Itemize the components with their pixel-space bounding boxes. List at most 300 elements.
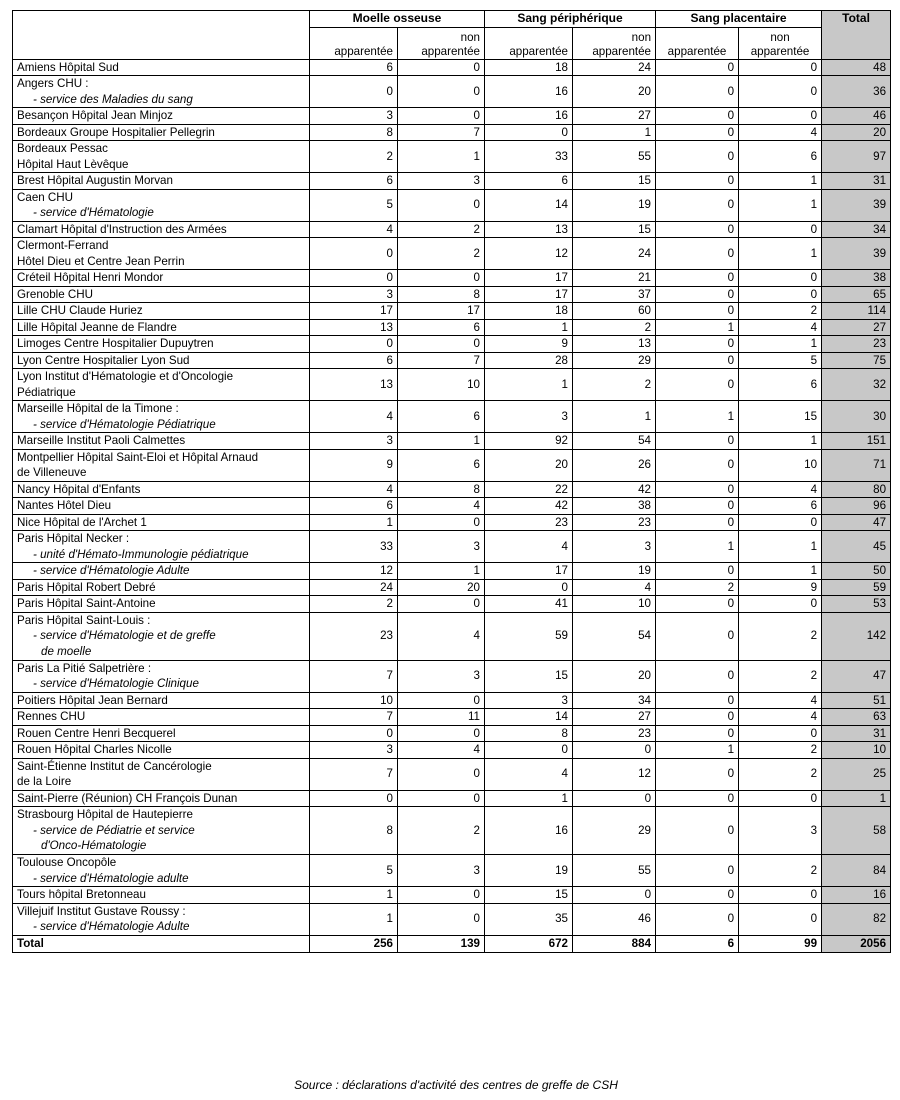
center-name-cell <box>13 709 310 726</box>
row-total-cell: 47 <box>822 514 891 531</box>
value-cell: 2 <box>739 758 822 790</box>
value-cell: 4 <box>310 221 398 238</box>
total-value: 6 <box>656 935 739 952</box>
value-cell: 0 <box>656 189 739 221</box>
center-label: Tours hôpital Bretonneau <box>17 888 146 901</box>
value-cell: 29 <box>573 807 656 855</box>
value-cell: 0 <box>656 449 739 481</box>
value-cell: 0 <box>656 807 739 855</box>
value-cell: 17 <box>398 303 485 320</box>
table-row <box>13 270 891 287</box>
row-total-cell: 75 <box>822 352 891 369</box>
row-total-cell: 51 <box>822 692 891 709</box>
value-cell: 92 <box>485 433 573 450</box>
row-total-cell: 1 <box>822 790 891 807</box>
value-cell: 0 <box>485 579 573 596</box>
row-total-cell: 53 <box>822 596 891 613</box>
value-cell: 3 <box>310 108 398 125</box>
center-label: Brest Hôpital Augustin Morvan <box>17 174 173 187</box>
center-label: de moelle <box>41 644 92 658</box>
table-row <box>13 596 891 613</box>
value-cell: 1 <box>398 433 485 450</box>
value-cell: 6 <box>310 59 398 76</box>
total-row <box>13 935 891 952</box>
center-name-cell <box>13 660 310 692</box>
center-name-cell <box>13 319 310 336</box>
table-row <box>13 807 891 855</box>
center-label: Bordeaux Groupe Hospitalier Pellegrin <box>17 125 215 139</box>
center-label: Saint-Étienne Institut de Cancérologie <box>17 759 212 773</box>
value-cell: 0 <box>656 903 739 935</box>
center-label: d'Onco-Hématologie <box>41 839 147 853</box>
center-label: Créteil Hôpital Henri Mondor <box>17 271 164 284</box>
value-cell: 46 <box>573 903 656 935</box>
value-cell: 10 <box>310 692 398 709</box>
value-cell: 2 <box>656 579 739 596</box>
value-cell: 6 <box>310 173 398 190</box>
center-name-cell <box>13 903 310 935</box>
value-cell: 1 <box>310 887 398 904</box>
source-note: Source : déclarations d'activité des centres de greffe de CSH <box>294 1078 618 1092</box>
value-cell: 11 <box>398 709 485 726</box>
row-total-cell: 80 <box>822 481 891 498</box>
value-cell: 0 <box>656 59 739 76</box>
header-group-row <box>13 11 891 28</box>
value-cell: 54 <box>573 612 656 660</box>
value-cell: 0 <box>398 725 485 742</box>
row-total-cell: 27 <box>822 319 891 336</box>
value-cell: 0 <box>739 514 822 531</box>
row-total-cell: 59 <box>822 579 891 596</box>
value-cell: 0 <box>656 692 739 709</box>
value-cell: 19 <box>573 189 656 221</box>
value-cell: 33 <box>485 141 573 173</box>
value-cell: 8 <box>398 286 485 303</box>
value-cell: 18 <box>485 59 573 76</box>
row-total-cell: 39 <box>822 238 891 270</box>
center-name-cell <box>13 108 310 125</box>
value-cell: 0 <box>656 612 739 660</box>
value-cell: 14 <box>485 709 573 726</box>
row-total-cell: 32 <box>822 369 891 401</box>
center-name-cell <box>13 563 310 580</box>
table-row <box>13 660 891 692</box>
value-cell: 0 <box>656 887 739 904</box>
value-cell: 35 <box>485 903 573 935</box>
value-cell: 0 <box>656 596 739 613</box>
value-cell: 60 <box>573 303 656 320</box>
table-row <box>13 319 891 336</box>
center-label: Caen CHU <box>17 190 74 204</box>
center-name-cell <box>13 807 310 855</box>
center-label: Lille CHU Claude Huriez <box>17 304 143 317</box>
value-cell: 8 <box>310 124 398 141</box>
value-cell: 0 <box>656 286 739 303</box>
value-cell: 0 <box>739 286 822 303</box>
center-label: Marseille Hôpital de la Timone : <box>17 402 179 415</box>
value-cell: 1 <box>310 514 398 531</box>
value-cell: 0 <box>398 903 485 935</box>
center-name-cell <box>13 352 310 369</box>
value-cell: 1 <box>398 141 485 173</box>
center-label: Clermont-Ferrand <box>17 239 109 252</box>
value-cell: 0 <box>656 758 739 790</box>
value-cell: 17 <box>485 270 573 287</box>
table-body <box>13 59 891 935</box>
center-name-cell <box>13 286 310 303</box>
value-cell: 0 <box>656 369 739 401</box>
center-name-cell <box>13 433 310 450</box>
center-name-cell <box>13 76 310 108</box>
value-cell: 1 <box>310 903 398 935</box>
value-cell: 1 <box>739 336 822 353</box>
value-cell: 1 <box>656 319 739 336</box>
value-cell: 3 <box>310 433 398 450</box>
center-label: Lyon Centre Hospitalier Lyon Sud <box>17 353 190 367</box>
total-label: Total <box>13 935 310 952</box>
value-cell: 41 <box>485 596 573 613</box>
value-cell: 6 <box>485 173 573 190</box>
row-total-cell: 84 <box>822 855 891 887</box>
value-cell: 21 <box>573 270 656 287</box>
header-center-col <box>13 11 310 60</box>
value-cell: 2 <box>573 319 656 336</box>
value-cell: 1 <box>573 124 656 141</box>
value-cell: 55 <box>573 141 656 173</box>
value-cell: 0 <box>310 790 398 807</box>
value-cell: 0 <box>398 59 485 76</box>
center-label: Poitiers Hôpital Jean Bernard <box>17 693 168 707</box>
center-label: Nice Hôpital de l'Archet 1 <box>17 515 147 529</box>
value-cell: 54 <box>573 433 656 450</box>
center-name-cell <box>13 189 310 221</box>
table-row <box>13 286 891 303</box>
value-cell: 0 <box>656 238 739 270</box>
row-total-cell: 30 <box>822 401 891 433</box>
center-label: Pédiatrique <box>17 385 76 399</box>
value-cell: 0 <box>656 563 739 580</box>
header-sang-placentaire: Sang placentaire <box>656 11 822 28</box>
table-row <box>13 401 891 433</box>
value-cell: 4 <box>739 319 822 336</box>
value-cell: 3 <box>739 807 822 855</box>
value-cell: 0 <box>485 124 573 141</box>
center-label: Paris La Pitié Salpetrière : <box>17 661 152 675</box>
value-cell: 9 <box>310 449 398 481</box>
center-name-cell <box>13 336 310 353</box>
value-cell: 0 <box>739 108 822 125</box>
row-total-cell: 65 <box>822 286 891 303</box>
center-label: Paris Hôpital Robert Debré <box>17 580 156 594</box>
value-cell: 16 <box>485 76 573 108</box>
value-cell: 12 <box>573 758 656 790</box>
value-cell: 3 <box>310 286 398 303</box>
value-cell: 0 <box>656 352 739 369</box>
center-label: Lyon Institut d'Hématologie et d'Oncologie <box>17 370 234 383</box>
service-label: - service des Maladies du sang <box>33 92 193 106</box>
value-cell: 0 <box>656 481 739 498</box>
value-cell: 2 <box>310 141 398 173</box>
value-cell: 37 <box>573 286 656 303</box>
center-name-cell <box>13 481 310 498</box>
center-name-cell <box>13 790 310 807</box>
value-cell: 0 <box>656 108 739 125</box>
value-cell: 0 <box>656 221 739 238</box>
row-total-cell: 114 <box>822 303 891 320</box>
value-cell: 1 <box>573 401 656 433</box>
value-cell: 6 <box>398 401 485 433</box>
value-cell: 0 <box>310 725 398 742</box>
table-row <box>13 742 891 759</box>
value-cell: 16 <box>485 807 573 855</box>
service-label: - service d'Hématologie Clinique <box>33 677 199 690</box>
center-name-cell <box>13 579 310 596</box>
value-cell: 27 <box>573 709 656 726</box>
table-row <box>13 563 891 580</box>
value-cell: 3 <box>398 855 485 887</box>
center-name-cell <box>13 173 310 190</box>
value-cell: 55 <box>573 855 656 887</box>
row-total-cell: 97 <box>822 141 891 173</box>
table-row <box>13 59 891 76</box>
center-label: Angers CHU : <box>17 77 89 90</box>
value-cell: 0 <box>739 903 822 935</box>
value-cell: 4 <box>573 579 656 596</box>
value-cell: 0 <box>656 790 739 807</box>
value-cell: 0 <box>656 76 739 108</box>
value-cell: 0 <box>739 221 822 238</box>
row-total-cell: 96 <box>822 498 891 515</box>
row-total-cell: 16 <box>822 887 891 904</box>
value-cell: 1 <box>739 238 822 270</box>
value-cell: 1 <box>485 369 573 401</box>
value-cell: 0 <box>739 887 822 904</box>
table-row <box>13 498 891 515</box>
value-cell: 0 <box>310 238 398 270</box>
value-cell: 0 <box>739 725 822 742</box>
center-name-cell <box>13 221 310 238</box>
value-cell: 34 <box>573 692 656 709</box>
service-label: - service d'Hématologie <box>33 206 154 219</box>
center-label: Hôpital Haut Lèvêque <box>17 157 129 171</box>
value-cell: 7 <box>310 709 398 726</box>
total-value: 99 <box>739 935 822 952</box>
value-cell: 20 <box>573 660 656 692</box>
row-total-cell: 20 <box>822 124 891 141</box>
center-label: Strasbourg Hôpital de Hautepierre <box>17 808 193 822</box>
center-label: Montpellier Hôpital Saint-Eloi et Hôpital Arnaud <box>17 450 259 464</box>
value-cell: 6 <box>310 352 398 369</box>
value-cell: 0 <box>656 270 739 287</box>
value-cell: 7 <box>398 124 485 141</box>
row-total-cell: 50 <box>822 563 891 580</box>
value-cell: 0 <box>485 742 573 759</box>
center-name-cell <box>13 401 310 433</box>
center-name-cell <box>13 855 310 887</box>
center-label: Rennes CHU <box>17 710 86 723</box>
header-pl-non-apparentee: non apparentée <box>739 27 822 59</box>
value-cell: 0 <box>656 660 739 692</box>
header-pl-apparentee: apparentée <box>656 27 739 59</box>
value-cell: 8 <box>310 807 398 855</box>
table-row <box>13 579 891 596</box>
center-name-cell <box>13 596 310 613</box>
value-cell: 1 <box>739 563 822 580</box>
total-value: 672 <box>485 935 573 952</box>
center-label: de la Loire <box>17 775 72 788</box>
greffe-table <box>12 10 891 953</box>
value-cell: 0 <box>310 76 398 108</box>
value-cell: 7 <box>310 660 398 692</box>
value-cell: 9 <box>739 579 822 596</box>
value-cell: 0 <box>398 336 485 353</box>
center-label: Nantes Hôtel Dieu <box>17 499 112 512</box>
value-cell: 0 <box>398 758 485 790</box>
value-cell: 1 <box>656 401 739 433</box>
value-cell: 2 <box>739 660 822 692</box>
value-cell: 1 <box>739 173 822 190</box>
value-cell: 0 <box>656 173 739 190</box>
value-cell: 17 <box>485 286 573 303</box>
value-cell: 2 <box>739 855 822 887</box>
value-cell: 3 <box>485 401 573 433</box>
value-cell: 20 <box>398 579 485 596</box>
value-cell: 23 <box>573 725 656 742</box>
value-cell: 4 <box>310 401 398 433</box>
row-total-cell: 82 <box>822 903 891 935</box>
total-value: 884 <box>573 935 656 952</box>
table-row <box>13 790 891 807</box>
header-total: Total <box>822 11 891 60</box>
center-name-cell <box>13 270 310 287</box>
value-cell: 29 <box>573 352 656 369</box>
value-cell: 14 <box>485 189 573 221</box>
row-total-cell: 45 <box>822 531 891 563</box>
value-cell: 7 <box>310 758 398 790</box>
table-row <box>13 238 891 270</box>
value-cell: 1 <box>485 319 573 336</box>
header-sp-apparentee: apparentée <box>485 27 573 59</box>
value-cell: 3 <box>398 531 485 563</box>
value-cell: 22 <box>485 481 573 498</box>
value-cell: 20 <box>485 449 573 481</box>
value-cell: 4 <box>739 124 822 141</box>
value-cell: 0 <box>398 692 485 709</box>
header-moelle-osseuse: Moelle osseuse <box>310 11 485 28</box>
value-cell: 8 <box>398 481 485 498</box>
value-cell: 0 <box>739 270 822 287</box>
table-row <box>13 108 891 125</box>
center-name-cell <box>13 238 310 270</box>
value-cell: 33 <box>310 531 398 563</box>
header-mo-non-apparentee: non apparentée <box>398 27 485 59</box>
value-cell: 0 <box>398 76 485 108</box>
value-cell: 26 <box>573 449 656 481</box>
center-label: Amiens Hôpital Sud <box>17 60 119 74</box>
center-name-cell <box>13 692 310 709</box>
row-total-cell: 31 <box>822 173 891 190</box>
value-cell: 16 <box>485 108 573 125</box>
center-label: Rouen Hôpital Charles Nicolle <box>17 743 172 756</box>
value-cell: 23 <box>573 514 656 531</box>
center-label: Rouen Centre Henri Becquerel <box>17 726 176 740</box>
value-cell: 0 <box>656 433 739 450</box>
value-cell: 5 <box>310 855 398 887</box>
value-cell: 0 <box>398 514 485 531</box>
value-cell: 28 <box>485 352 573 369</box>
value-cell: 12 <box>485 238 573 270</box>
value-cell: 3 <box>398 660 485 692</box>
value-cell: 4 <box>485 758 573 790</box>
value-cell: 10 <box>739 449 822 481</box>
value-cell: 0 <box>573 742 656 759</box>
center-name-cell <box>13 742 310 759</box>
value-cell: 19 <box>573 563 656 580</box>
value-cell: 23 <box>485 514 573 531</box>
value-cell: 4 <box>739 481 822 498</box>
header-mo-apparentee: apparentée <box>310 27 398 59</box>
value-cell: 4 <box>485 531 573 563</box>
value-cell: 1 <box>656 531 739 563</box>
value-cell: 4 <box>398 498 485 515</box>
row-total-cell: 25 <box>822 758 891 790</box>
value-cell: 13 <box>310 369 398 401</box>
service-label: - service d'Hématologie Adulte <box>33 564 190 577</box>
value-cell: 17 <box>485 563 573 580</box>
value-cell: 6 <box>739 141 822 173</box>
service-label: - service d'Hématologie adulte <box>33 871 189 885</box>
value-cell: 2 <box>310 596 398 613</box>
table-row <box>13 449 891 481</box>
table-row <box>13 303 891 320</box>
center-name-cell <box>13 887 310 904</box>
center-name-cell <box>13 59 310 76</box>
table-row <box>13 903 891 935</box>
center-name-cell <box>13 124 310 141</box>
value-cell: 20 <box>573 76 656 108</box>
value-cell: 15 <box>485 887 573 904</box>
value-cell: 1 <box>739 189 822 221</box>
center-label: Paris Hôpital Saint-Louis : <box>17 613 151 627</box>
table-row <box>13 612 891 660</box>
value-cell: 6 <box>398 449 485 481</box>
value-cell: 2 <box>398 238 485 270</box>
service-label: - service d'Hématologie Adulte <box>33 920 190 933</box>
row-total-cell: 36 <box>822 76 891 108</box>
row-total-cell: 151 <box>822 433 891 450</box>
value-cell: 2 <box>739 612 822 660</box>
table-row <box>13 709 891 726</box>
value-cell: 42 <box>485 498 573 515</box>
value-cell: 0 <box>739 790 822 807</box>
value-cell: 6 <box>310 498 398 515</box>
center-label: Nancy Hôpital d'Enfants <box>17 482 141 496</box>
center-name-cell <box>13 303 310 320</box>
header-sp-non-apparentee: non apparentée <box>573 27 656 59</box>
value-cell: 7 <box>398 352 485 369</box>
center-name-cell <box>13 531 310 563</box>
table-row <box>13 221 891 238</box>
value-cell: 15 <box>739 401 822 433</box>
center-label: Paris Hôpital Necker : <box>17 532 130 545</box>
value-cell: 2 <box>739 303 822 320</box>
total-value: 256 <box>310 935 398 952</box>
center-name-cell <box>13 758 310 790</box>
value-cell: 0 <box>656 336 739 353</box>
value-cell: 13 <box>485 221 573 238</box>
value-cell: 6 <box>739 498 822 515</box>
value-cell: 10 <box>573 596 656 613</box>
